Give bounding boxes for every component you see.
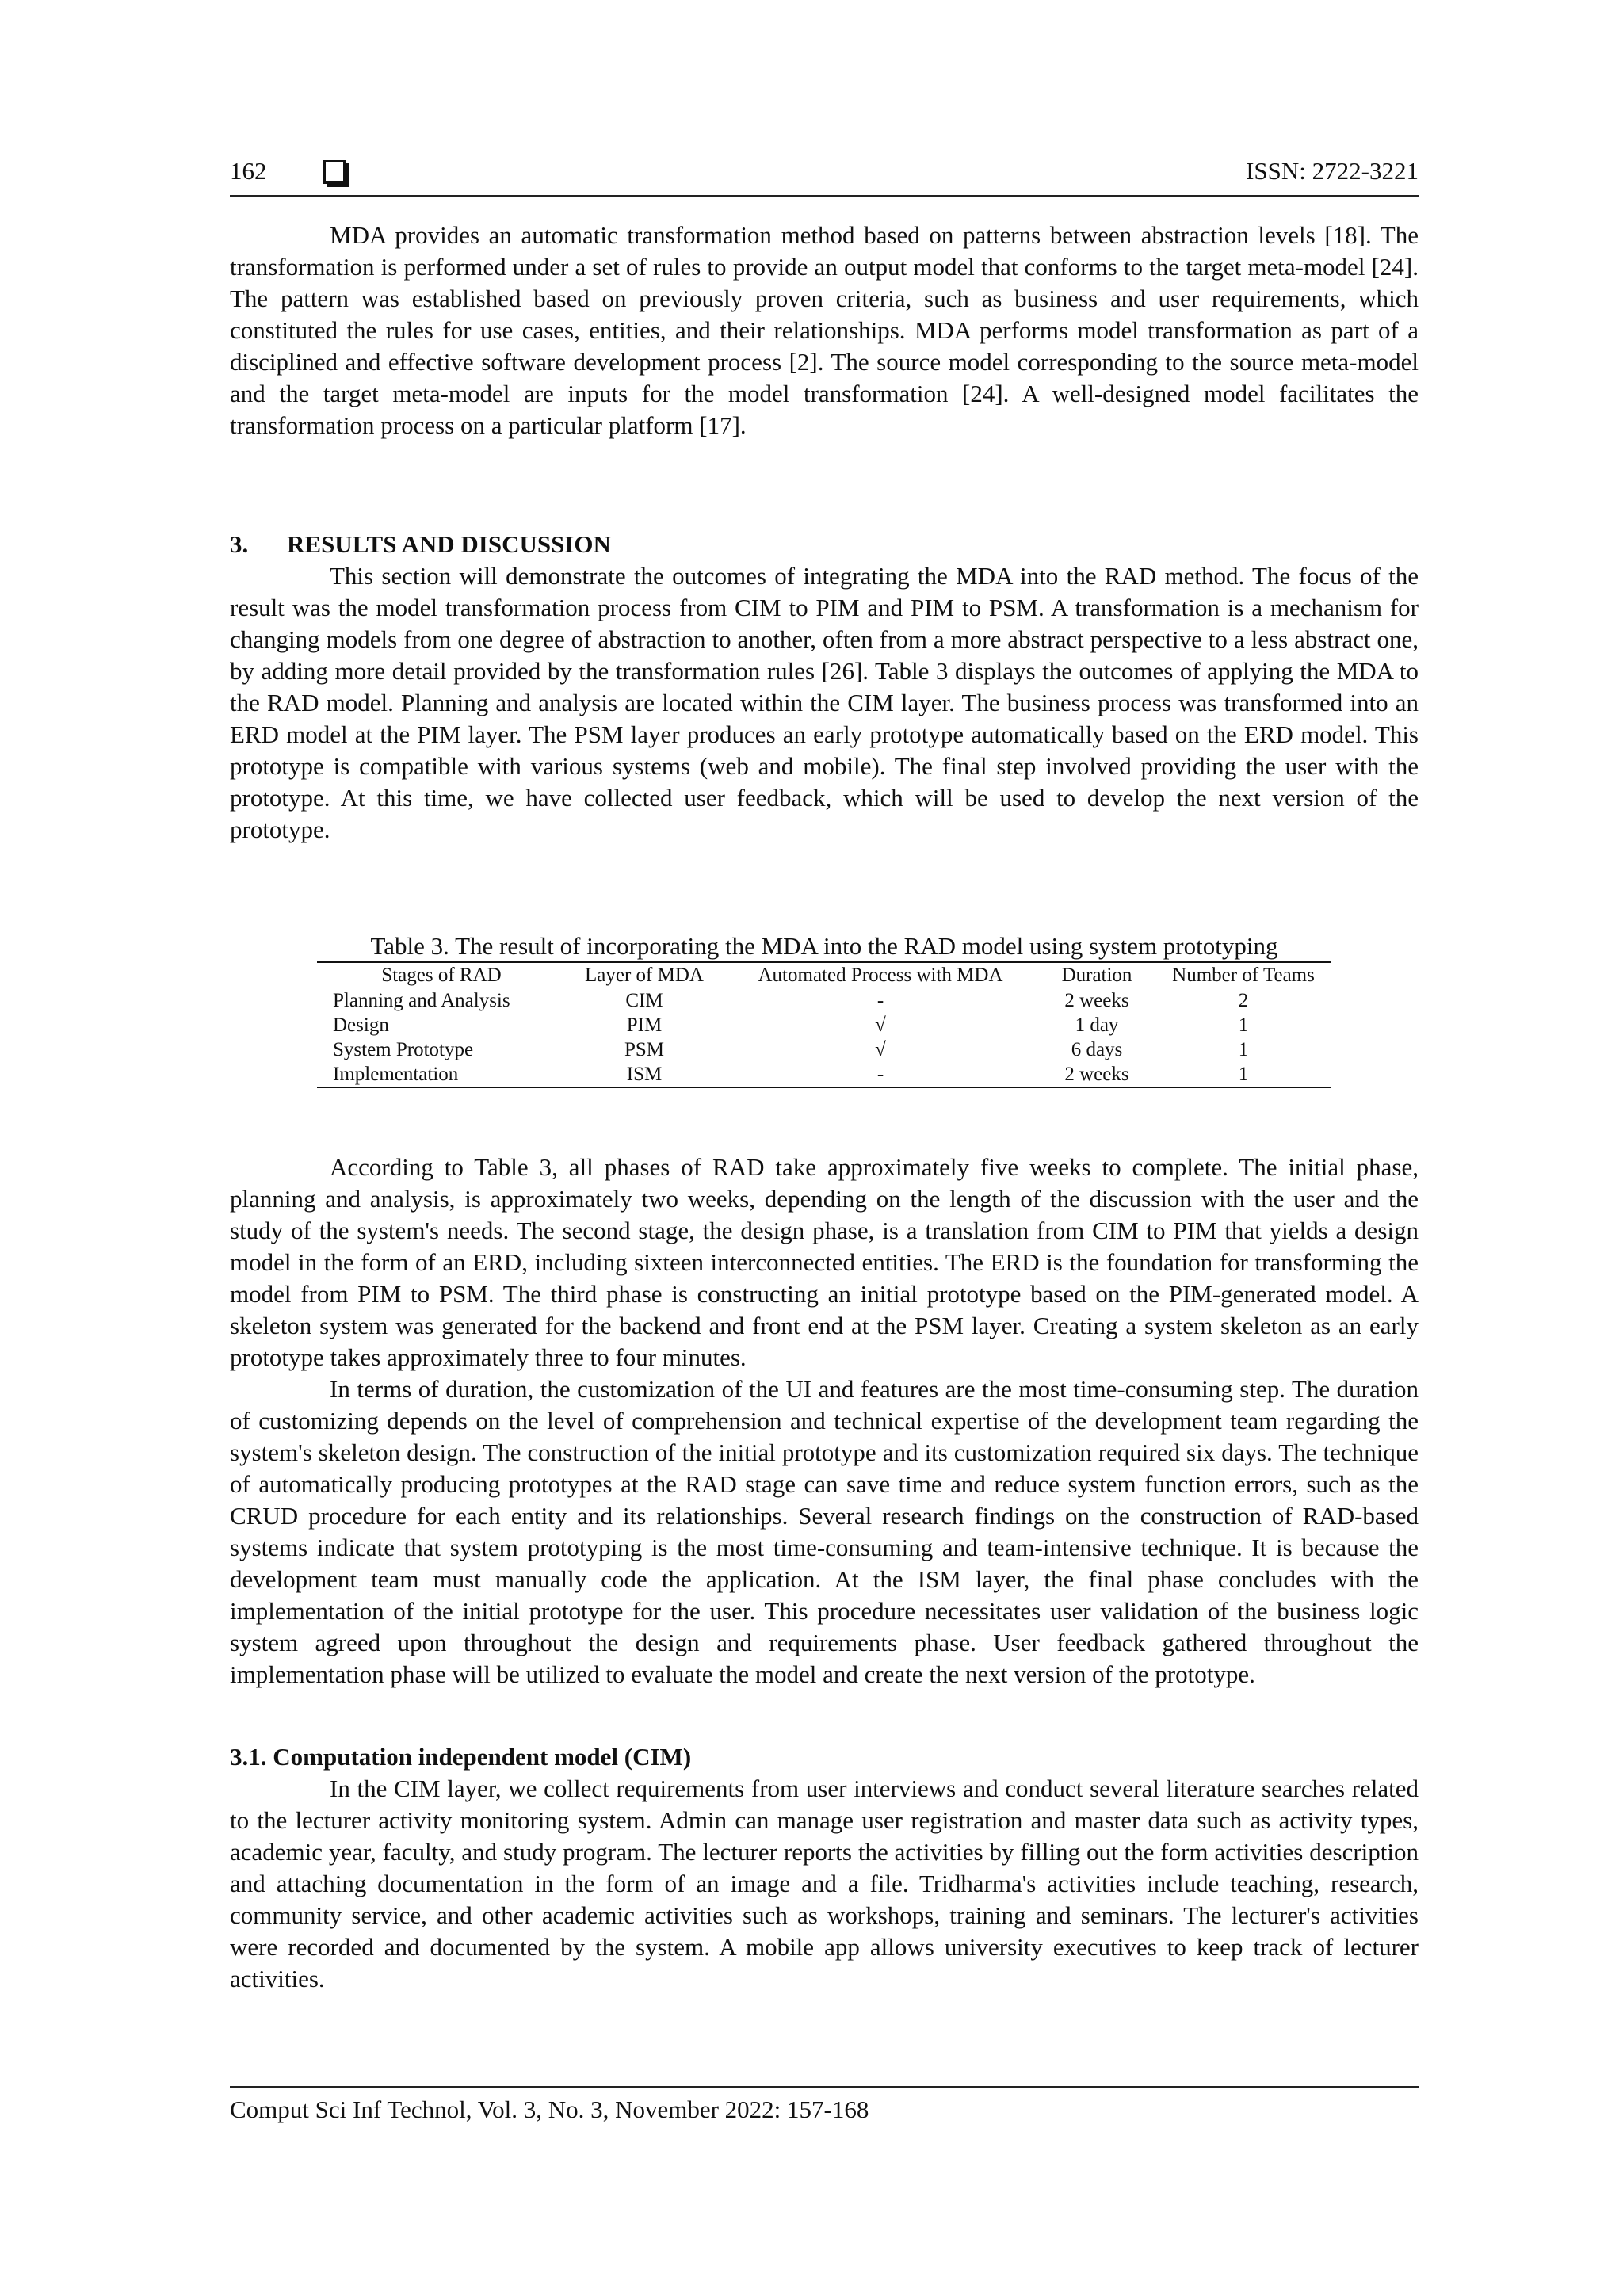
cell-duration: 1 day — [1075, 1014, 1119, 1036]
cell-stage: System Prototype — [333, 1039, 474, 1060]
cell-automated: √ — [875, 1039, 886, 1060]
results-paragraph: This section will demonstrate the outcomes of integrating the MDA into the RAD method. The focus of the result was the model transformation process from CIM to PIM and PIM to PSM. A transformation is a mechanism for changing models from one degree of abstraction to another, often from a more abstract perspective to a less abstract one, by adding more detail provided by the transformation rules [26]. Table 3 displays the outcomes of applying the MDA to the RAD model. Planning and analysis are located within the CIM layer. The business process was transformed into an ERD model at the PIM layer. The PSM layer produces an early prototype automatically based on the ERD model. This prototype is compatible with various systems (web and mobile). The final step involved providing the user with the prototype. At this time, we have collected user feedback, which will be used to develop the next version of the prototype. — [230, 562, 1419, 843]
box-bullet-icon — [323, 160, 346, 184]
header-automated: Automated Process with MDA — [758, 965, 1003, 986]
section-number: 3. — [230, 530, 249, 558]
cell-stage: Design — [333, 1014, 389, 1036]
table-row — [317, 988, 1331, 1014]
issn-label: ISSN: 2722-3221 — [1246, 157, 1419, 185]
discussion-section — [230, 1152, 1419, 1690]
cell-duration: 2 weeks — [1064, 990, 1129, 1011]
discussion-paragraph-2: In terms of duration, the customization of the UI and features are the most time-consuming step. The duration of customizing depends on the level of comprehension and technical expertise of the development team regarding the system's skeleton design. The construction of the initial prototype and its customization required six days. The technique of automatically producing prototypes at the RAD stage can save time and reduce system function errors, such as the CRUD procedure for each entity and its relationships. Several research findings on the construction of RAD-based systems indicate that system prototyping is the most time-consuming and team-intensive technique. It is because the development team must manually code the application. At the ISM layer, the final phase concludes with the implementation of the initial prototype for the user. This procedure necessitates user validation of the business logic system agreed upon throughout the design and requirements phase. User feedback gathered throughout the implementation phase will be utilized to evaluate the model and create the next version of the prototype. — [230, 1375, 1419, 1688]
cim-paragraph: In the CIM layer, we collect requirements from user interviews and conduct several literature searches related to the lecturer activity monitoring system. Admin can manage user registration and master data such as activity types, academic year, faculty, and study program. The lecturer reports the activities by filling out the form activities description and attaching documentation in the form of an image and a file. Tridharma's activities include teaching, research, community service, and other academic activities such as workshops, training and seminars. The lecturer's activities were recorded and documented by the system. A mobile app allows university executives to keep track of lecturer activities. — [230, 1775, 1419, 1992]
discussion-paragraph-1: According to Table 3, all phases of RAD take approximately five weeks to complete. The initial phase, planning and analysis, is approximately two weeks, depending on the length of the discussion with the user and the study of the system's needs. The second stage, the design phase, is a translation from CIM to PIM that yields a design model in the form of an ERD, including sixteen interconnected entities. The ERD is the foundation for transforming the model from PIM to PSM. The third phase is constructing an initial prototype based on the PIM-generated model. A skeleton system was generated for the backend and front end at the PSM layer. Creating a system skeleton as an early prototype takes approximately three to four minutes. — [230, 1153, 1419, 1371]
cell-stage: Implementation — [333, 1064, 459, 1085]
cell-layer: PIM — [626, 1014, 663, 1036]
cell-layer: ISM — [626, 1064, 663, 1085]
section-title: RESULTS AND DISCUSSION — [287, 530, 611, 558]
cim-section — [230, 1741, 1419, 1995]
table-row — [317, 1037, 1331, 1062]
page-header — [230, 151, 1419, 197]
page-number: 162 — [230, 157, 267, 185]
header-duration: Duration — [1061, 965, 1132, 986]
footer-citation: Comput Sci Inf Technol, Vol. 3, No. 3, November 2022: 157-168 — [230, 2095, 869, 2123]
intro-paragraph: MDA provides an automatic transformation method based on patterns between abstraction levels [18]. The transformation is performed under a set of rules to provide an output model that conforms to the target meta-model [24]. The pattern was established based on previously proven criteria, such as business and user requirements, which constituted the rules for use cases, entities, and their relationships. MDA performs model transformation as part of a disciplined and effective software development process [2]. The source model corresponding to the source meta-model and the target meta-model are inputs for the model transformation [24]. A well-designed model facilitates the transformation process on a particular platform [17]. — [230, 221, 1419, 439]
cell-duration: 6 days — [1071, 1039, 1123, 1060]
header-layer: Layer of MDA — [585, 965, 704, 986]
table-3 — [317, 931, 1331, 1088]
section-heading — [230, 529, 1419, 560]
header-teams: Number of Teams — [1172, 965, 1315, 986]
table-row — [317, 1013, 1331, 1037]
cell-teams: 1 — [1238, 1014, 1249, 1036]
cell-duration: 2 weeks — [1064, 1064, 1129, 1085]
intro-section — [230, 220, 1419, 441]
subsection-title: 3.1. Computation independent model (CIM) — [230, 1743, 692, 1771]
cell-teams: 2 — [1238, 990, 1249, 1011]
cell-automated: - — [876, 990, 884, 1011]
cell-teams: 1 — [1238, 1039, 1249, 1060]
cell-layer: CIM — [625, 990, 663, 1011]
cell-layer: PSM — [624, 1039, 665, 1060]
cell-automated: - — [876, 1064, 884, 1085]
cell-stage: Planning and Analysis — [333, 990, 510, 1011]
results-section — [230, 529, 1419, 846]
cell-automated: √ — [875, 1014, 886, 1036]
results-table — [317, 961, 1331, 1088]
header-stages: Stages of RAD — [381, 965, 502, 986]
page-footer — [230, 2086, 1419, 2124]
table-row — [317, 1062, 1331, 1087]
cell-teams: 1 — [1238, 1064, 1249, 1085]
table-header-row — [317, 962, 1331, 988]
table-caption: Table 3. The result of incorporating the MDA into the RAD model using system prototyping — [370, 932, 1278, 960]
